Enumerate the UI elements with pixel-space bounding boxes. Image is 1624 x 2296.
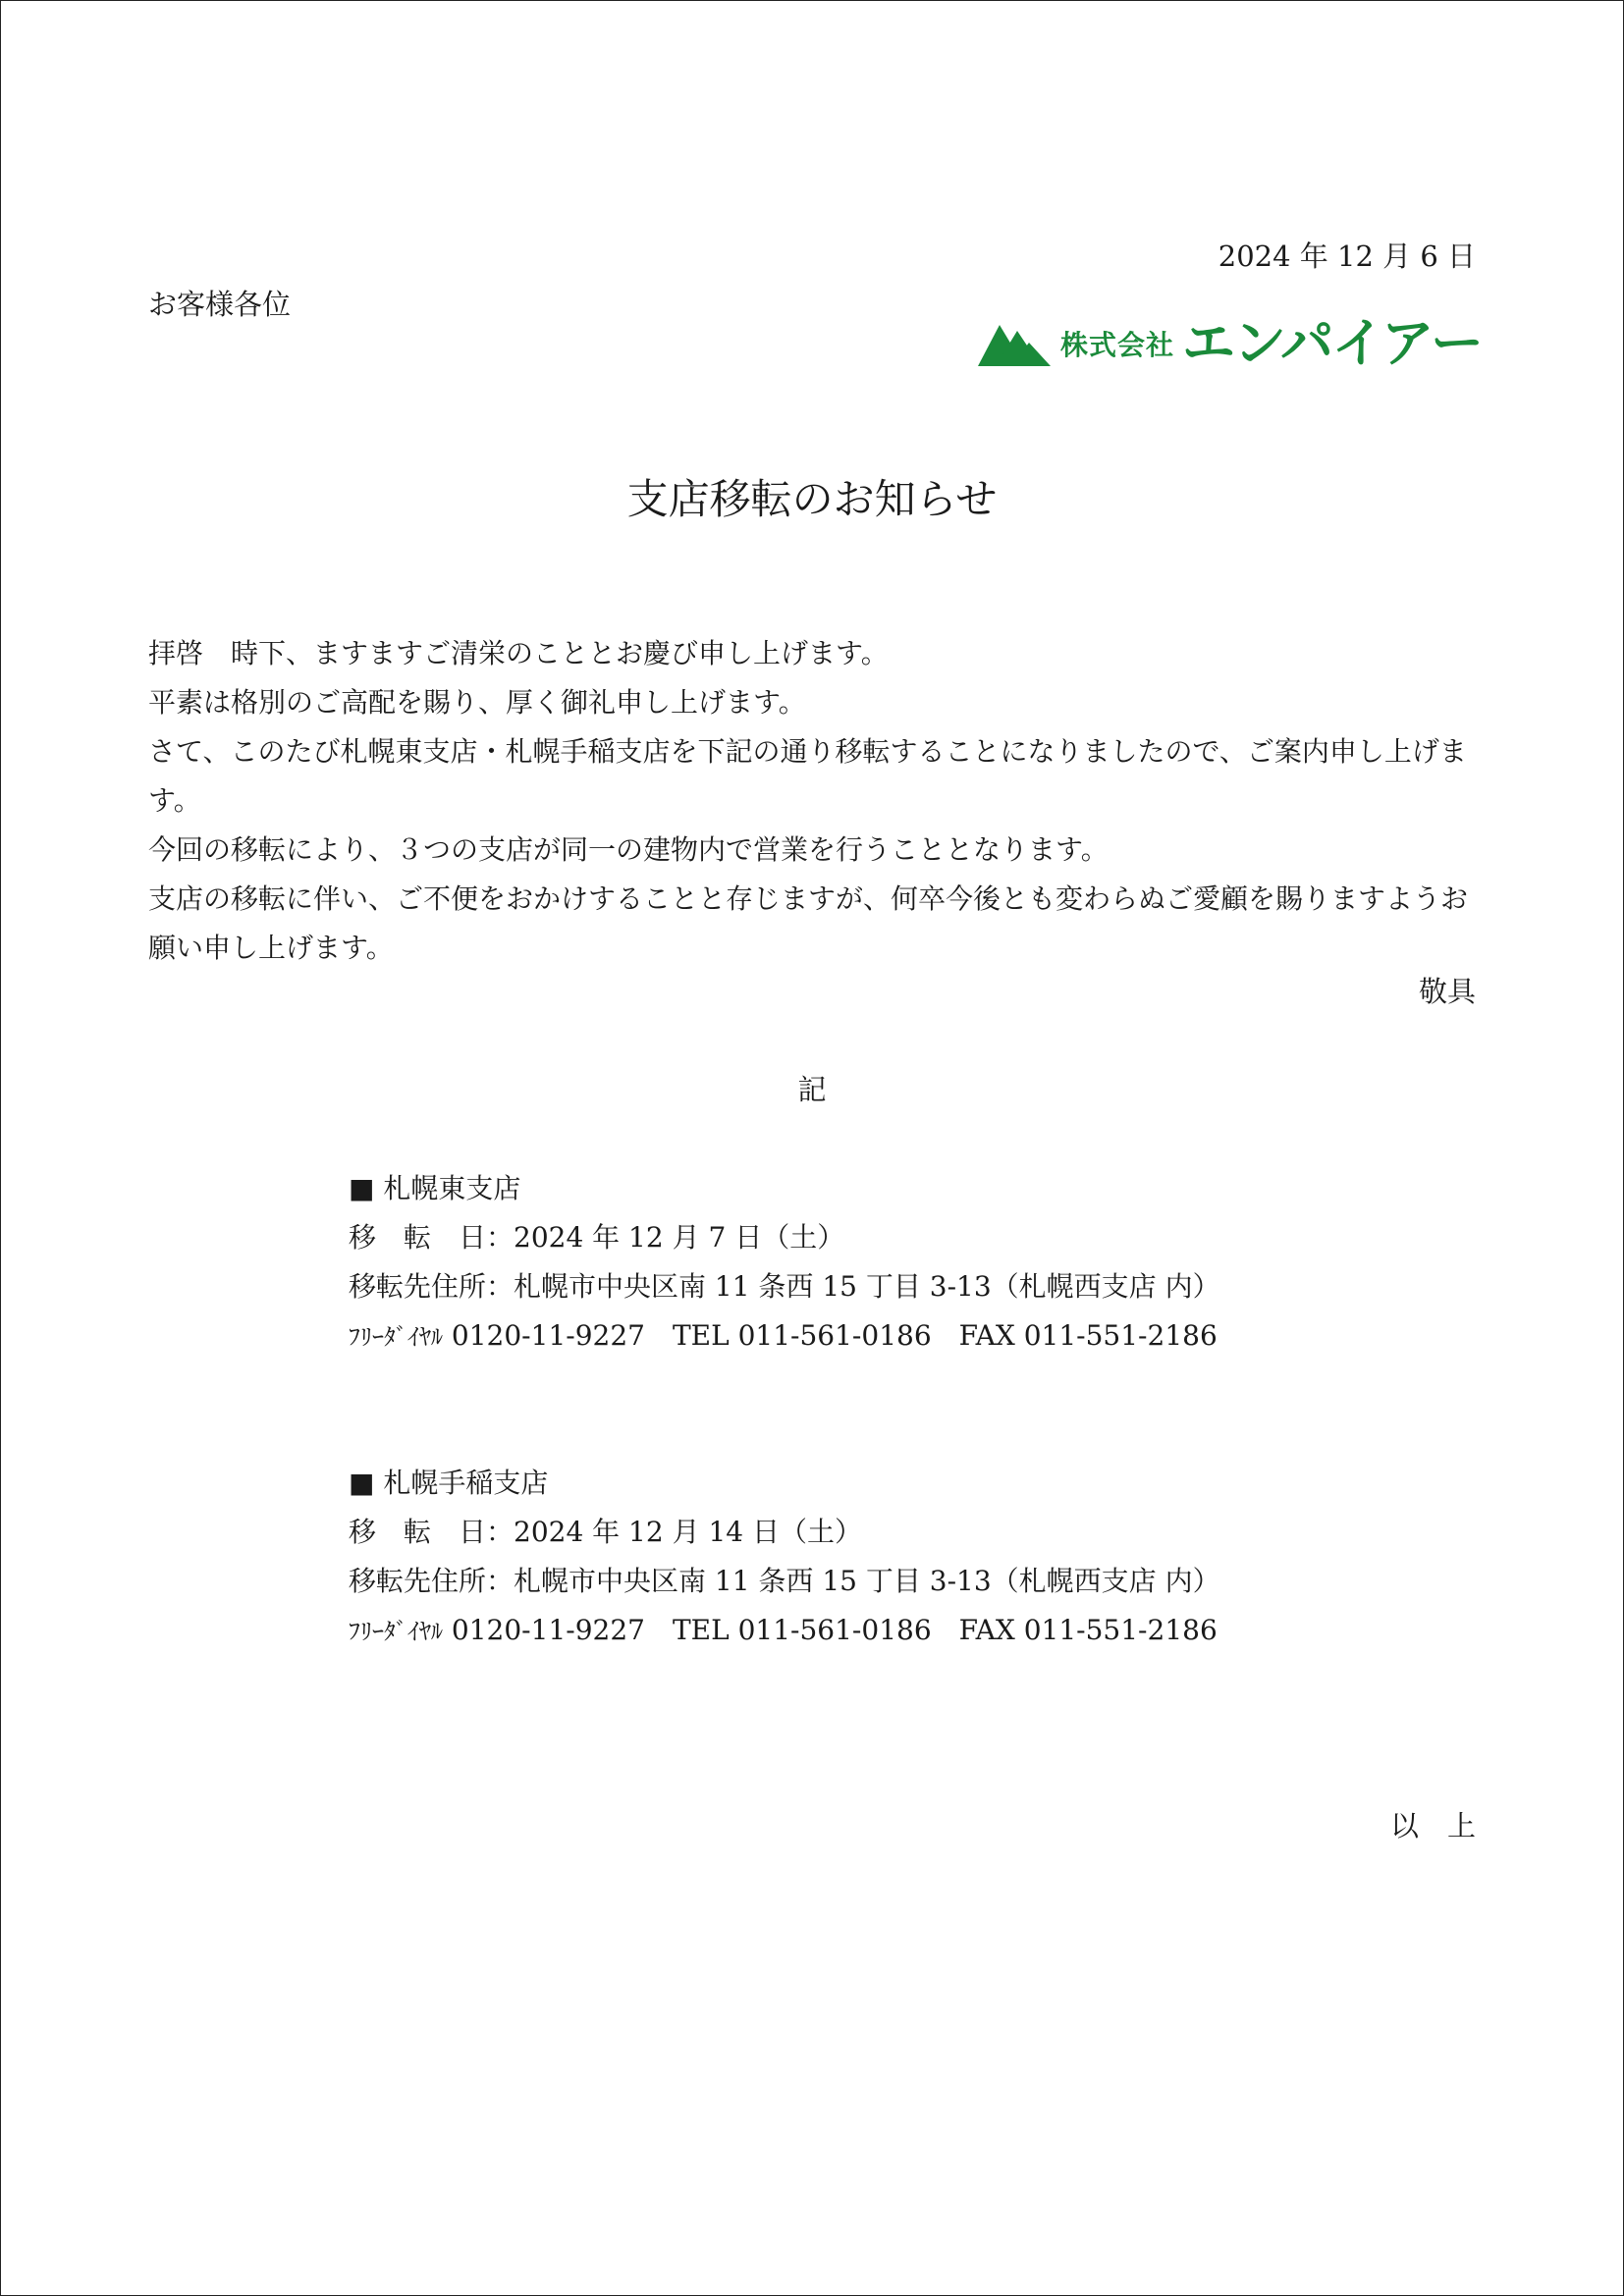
branch-move-date: 移 転 日：2024 年 12 月 7 日（土） bbox=[349, 1221, 845, 1254]
contact-numbers: 0120-11-9227 TEL 011-561-0186 FAX 011-551-2186 bbox=[451, 1319, 1218, 1352]
mountain-logo-icon bbox=[978, 321, 1051, 366]
ki-heading: 記 bbox=[797, 1073, 827, 1106]
branch-move-date: 移 転 日：2024 年 12 月 14 日（土） bbox=[349, 1516, 863, 1548]
freedial-label: ﾌﾘｰﾀﾞｲﾔﾙ bbox=[349, 1618, 443, 1645]
end-mark: 以 上 bbox=[1389, 1809, 1476, 1842]
branch-contact bbox=[349, 1606, 1220, 1656]
branch-heading: ■ 札幌手稲支店 bbox=[349, 1467, 549, 1499]
company-prefix: 株式会社 bbox=[1060, 329, 1175, 361]
body-paragraph: 拝啓 時下、ますますご清栄のこととお慶び申し上げます。 bbox=[148, 637, 889, 669]
body-paragraph: 支店の移転に伴い、ご不便をおかけすることと存じますが、何卒今後とも変わらぬご愛顧を賜りますようお願い申し上げます。 bbox=[148, 882, 1469, 964]
company-name: エンパイアー bbox=[1182, 312, 1482, 374]
page-title: 支店移転のお知らせ bbox=[626, 475, 998, 523]
branch-new-address: 移転先住所：札幌市中央区南 11 条西 15 丁目 3-13（札幌西支店 内） bbox=[349, 1270, 1220, 1303]
branch-heading: ■ 札幌東支店 bbox=[349, 1172, 521, 1204]
branch-block-east bbox=[349, 1164, 1220, 1362]
branch-block-teine bbox=[349, 1459, 1220, 1656]
freedial-label: ﾌﾘｰﾀﾞｲﾔﾙ bbox=[349, 1323, 443, 1351]
body-paragraph: 平素は格別のご高配を賜り、厚く御礼申し上げます。 bbox=[148, 686, 806, 719]
branch-new-address: 移転先住所：札幌市中央区南 11 条西 15 丁目 3-13（札幌西支店 内） bbox=[349, 1565, 1220, 1597]
branch-contact bbox=[349, 1311, 1220, 1362]
company-logo bbox=[978, 312, 1482, 374]
closing-word: 敬具 bbox=[1418, 975, 1476, 1008]
body-paragraph: さて、このたび札幌東支店・札幌手稲支店を下記の通り移転することになりましたので、ご案内申し上げます。 bbox=[148, 735, 1467, 817]
body-text bbox=[148, 629, 1478, 973]
body-paragraph: 今回の移転により、３つの支店が同一の建物内で営業を行うこととなります。 bbox=[148, 833, 1109, 866]
recipient: お客様各位 bbox=[148, 288, 292, 321]
issue-date: 2024 年 12 月 6 日 bbox=[1218, 240, 1476, 273]
contact-numbers: 0120-11-9227 TEL 011-561-0186 FAX 011-551-2186 bbox=[451, 1614, 1218, 1646]
